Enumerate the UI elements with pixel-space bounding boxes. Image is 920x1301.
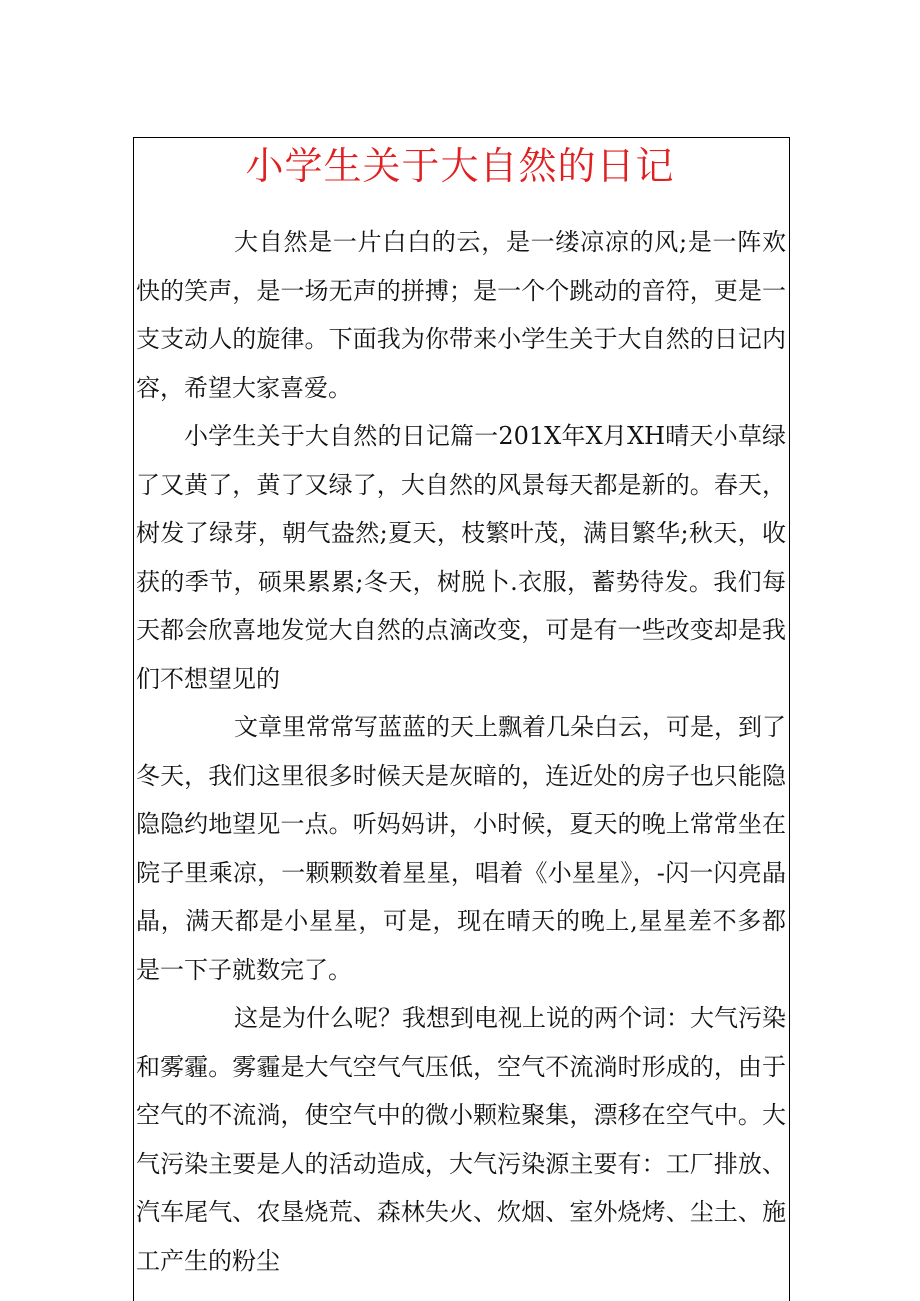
paragraph-diary-entry: 小学生关于大自然的日记篇一201X年X月XH晴天小草绿了又黄了，黄了又绿了，大自然的风景每天都是新的。春天，树发了绿芽，朝气盎然;夏天，枝繁叶茂，满目繁华;秋天，收获的季节，硕果累累;冬天，树脱卜.衣服，蓄势待发。我们每天都会欣喜地发觉大自然的点滴改变，可是有一些改变却是我们不想望见的 [136,422,786,693]
document-body [136,218,786,1285]
paragraph-intro: 大自然是一片白白的云，是一缕凉凉的风;是一阵欢快的笑声，是一场无声的拼搏；是一个个跳动的音符，更是一支支动人的旋律。下面我为你带来小学生关于大自然的日记内容，希望大家喜爱。 [136,228,786,402]
paragraph-pollution: 这是为什么呢？我想到电视上说的两个词：大气污染和雾霾。雾霾是大气空气气压低，空气不流淌时形成的，由于空气的不流淌，使空气中的微小颗粒聚集，漂移在空气中。大气污染主要是人的活动造成，大气污染源主要有：工厂排放、汽车尾气、农垦烧荒、森林失火、炊烟、室外烧烤、尘土、施工产生的粉尘 [136,1004,786,1275]
document-title: 小学生关于大自然的日记 [245,144,675,188]
paragraph-winter-sky: 文章里常常写蓝蓝的天上飘着几朵白云，可是，到了冬天，我们这里很多时候天是灰暗的，连近处的房子也只能隐隐隐约地望见一点。听妈妈讲，小时候，夏天的晚上常常坐在院子里乘凉，一颗颗数着星星，唱着《小星星》，-闪一闪亮晶晶，满天都是小星星，可是，现在晴天的晚上,星星差不多都是一下子就数完了。 [136,713,786,984]
